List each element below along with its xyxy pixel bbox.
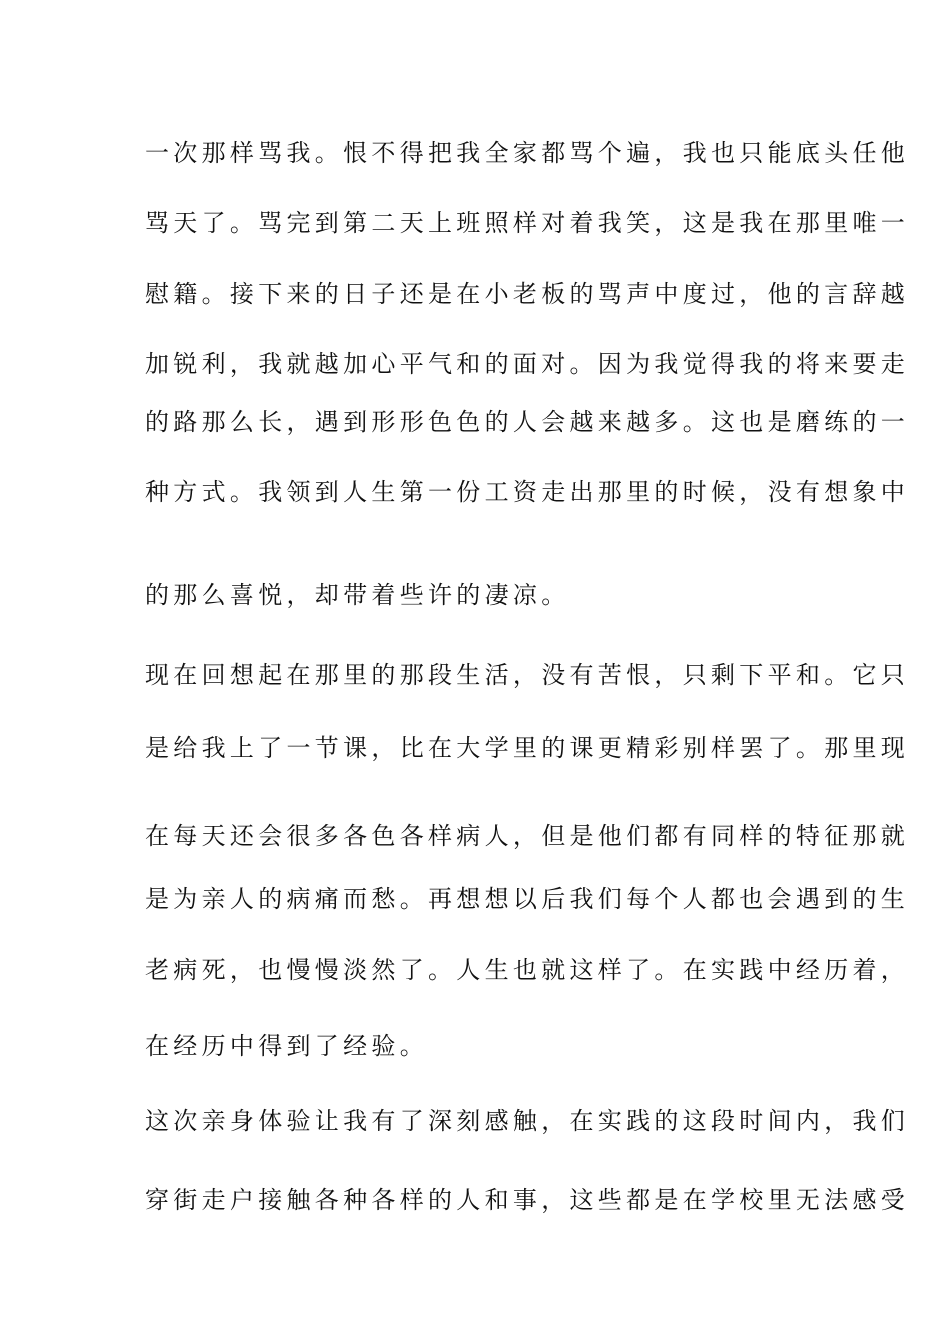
paragraph-2-line-6: 在经历中得到了经验。 bbox=[145, 1032, 428, 1060]
paragraph-1-line-5: 的路那么长，遇到形形色色的人会越来越多。这也是磨练的一 bbox=[145, 408, 910, 436]
paragraph-3-line-1: 这次亲身体验让我有了深刻感触，在实践的这段时间内，我们 bbox=[145, 1107, 910, 1135]
paragraph-2-line-4: 是为亲人的病痛而愁。再想想以后我们每个人都也会遇到的生 bbox=[145, 885, 910, 913]
paragraph-3-line-2: 穿街走户接触各种各样的人和事，这些都是在学校里无法感受 bbox=[145, 1186, 910, 1214]
paragraph-2-line-2: 是给我上了一节课，比在大学里的课更精彩别样罢了。那里现 bbox=[145, 734, 910, 762]
paragraph-1-line-4: 加锐利，我就越加心平气和的面对。因为我觉得我的将来要走 bbox=[145, 350, 910, 378]
paragraph-1-line-6: 种方式。我领到人生第一份工资走出那里的时候，没有想象中 bbox=[145, 478, 910, 506]
paragraph-2-line-3: 在每天还会很多各色各样病人，但是他们都有同样的特征那就 bbox=[145, 822, 910, 850]
paragraph-1-line-7: 的那么喜悦，却带着些许的凄凉。 bbox=[145, 581, 570, 609]
paragraph-2-line-5: 老病死，也慢慢淡然了。人生也就这样了。在实践中经历着， bbox=[145, 956, 910, 984]
paragraph-1-line-1: 一次那样骂我。恨不得把我全家都骂个遍，我也只能底头任他 bbox=[145, 139, 910, 167]
paragraph-1-line-3: 慰籍。接下来的日子还是在小老板的骂声中度过，他的言辞越 bbox=[145, 280, 910, 308]
paragraph-2-line-1: 现在回想起在那里的那段生活，没有苦恨，只剩下平和。它只 bbox=[145, 661, 910, 689]
paragraph-1-line-2: 骂天了。骂完到第二天上班照样对着我笑，这是我在那里唯一 bbox=[145, 209, 910, 237]
